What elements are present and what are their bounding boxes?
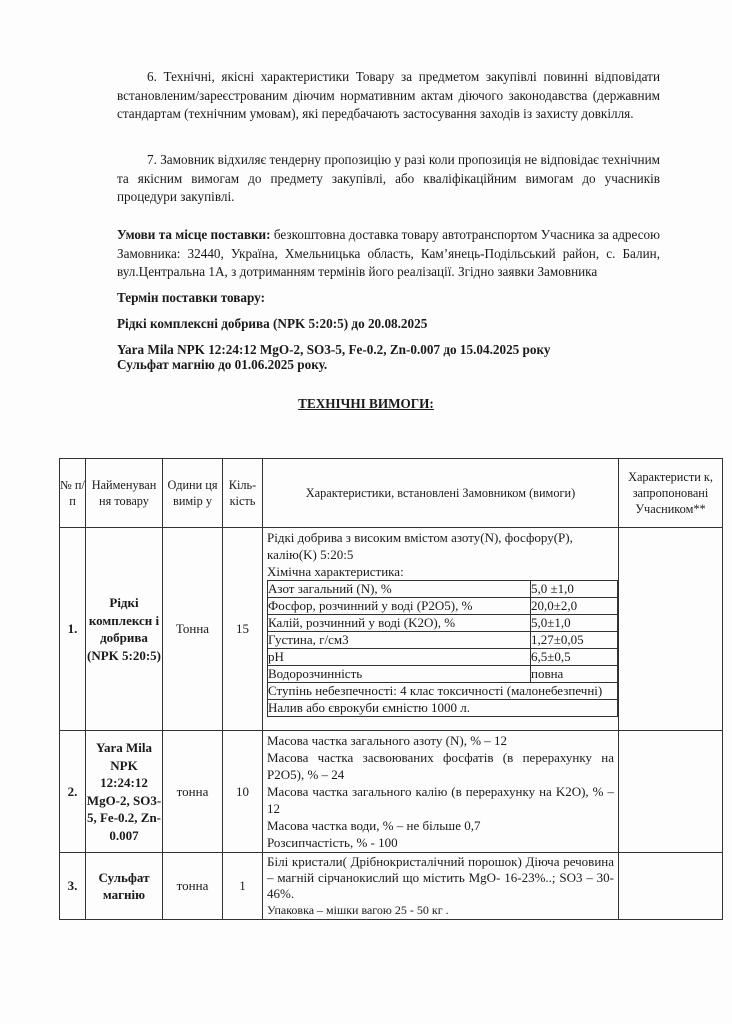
spec-value: 5,0±1,0 [531,615,618,632]
spec-value: повна [531,666,618,683]
req-chem-label: Хімічна характеристика: [267,564,404,579]
req-intro: Рідкі добрива з високим вмістом азоту(N), фосфору(P), калію(K) 5:20:5 [267,530,573,562]
row-offered[interactable] [619,731,723,853]
spec-row [268,700,618,717]
header-unit: Одини ця вимір у [163,459,223,528]
delivery-term-1: Рідкі комплексні добрива (NPK 5:20:5) до 20.08.2025 [117,316,428,331]
req-line: Масова частка засвоюваних фосфатів (в перерахунку на P2O5), % – 24 [267,750,614,782]
delivery-term-label: Термін поставки товару: [117,290,265,305]
chem-spec-table [267,580,618,717]
packaging: Налив або єврокуби ємністю 1000 л. [268,700,618,717]
spec-value: 5,0 ±1,0 [531,581,618,598]
spec-row [268,683,618,700]
spec-param: pH [268,649,531,666]
delivery-label: Умови та місце поставки: [117,227,271,242]
spec-value: 20,0±2,0 [531,598,618,615]
spec-row [268,598,618,615]
spec-param: Фосфор, розчинний у воді (P2O5), % [268,598,531,615]
row-unit: тонна [163,853,223,920]
spec-row [268,615,618,632]
row-unit: Тонна [163,528,223,731]
packaging: Упаковка – мішки вагою 25 - 50 кг . [267,903,449,917]
table-row [60,528,723,731]
req-line: Масова частка загального калію (в перерахунку на K2O), % – 12 [267,784,614,816]
spec-param: Густина, г/см3 [268,632,531,649]
spec-value: 6,5±0,5 [531,649,618,666]
row-num: 1. [60,528,86,731]
row-qty: 1 [223,853,263,920]
table-row [60,731,723,853]
requirements-table [59,458,723,920]
row-requirements [263,528,619,731]
row-qty: 10 [223,731,263,853]
delivery-term-2: Yara Mila NPK 12:24:12 MgO-2, SO3-5, Fe-0.2, Zn-0.007 до 15.04.2025 року [117,342,551,357]
delivery-conditions [117,226,660,282]
spec-param: Водорозчинність [268,666,531,683]
spec-row [268,581,618,598]
row-qty: 15 [223,528,263,731]
req-line: Масова частка води, % – не більше 0,7 [267,818,481,833]
spec-param: Азот загальний (N), % [268,581,531,598]
table-header-row [60,459,723,528]
paragraph-7: 7. Замовник відхиляє тендерну пропозицію у разі коли пропозиція не відповідає технічним та якісним вимогам до предмету закупівлі, або кваліфікаційним вимогам до учасників процедури закупівлі. [117,152,660,204]
row-name: Yara Mila NPK 12:24:12 MgO-2, SO3-5, Fe-0.2, Zn-0.007 [86,731,163,853]
spec-value: 1,27±0,05 [531,632,618,649]
header-offered: Характеристи к, запропоновані Учасником** [619,459,723,528]
row-num: 2. [60,731,86,853]
spec-row [268,632,618,649]
row-offered[interactable] [619,853,723,920]
header-num: № п/п [60,459,86,528]
delivery-text: безкоштовна доставка товару автотранспортом Учасника за адресою Замовника: 32440, Україна, Хмельницька область, Кам’янець-Подільський район, с. Балин, вул.Центральна 1А, з дотриманням термінів його реалізації. Згідно заявки Замовника [117,227,660,279]
spec-row [268,666,618,683]
header-qty: Кіль- кість [223,459,263,528]
header-requirements: Характеристики, встановлені Замовником (вимоги) [263,459,619,528]
paragraph-6: 6. Технічні, якісні характеристики Товару за предметом закупівлі повинні відповідати встановленим/зареєстрованим діючим нормативним актам діючого законодавства (державним стандартам (технічним умовам), які передбачають застосування заходів із захисту довкілля. [117,69,660,121]
spec-row [268,649,618,666]
req-line: Розсипчастість, % - 100 [267,835,398,850]
row-name: Рідкі комплексн і добрива (NPK 5:20:5) [86,528,163,731]
row-requirements [263,853,619,920]
delivery-term-3: Сульфат магнію до 01.06.2025 року. [117,357,328,372]
req-line: Масова частка загального азоту (N), % – 12 [267,733,508,748]
section-title: ТЕХНІЧНІ ВИМОГИ: [298,396,434,411]
row-name: Сульфат магнію [86,853,163,920]
spec-param: Калій, розчинний у воді (K2O), % [268,615,531,632]
row-num: 3. [60,853,86,920]
row-requirements [263,731,619,853]
row-offered[interactable] [619,528,723,731]
hazard-class: Ступінь небезпечності: 4 клас токсичності (малонебезпечні) [268,683,618,700]
header-name: Найменуван ня товару [86,459,163,528]
table-row [60,853,723,920]
row-unit: тонна [163,731,223,853]
req-text: Білі кристали( Дрібнокристалічний порошок) Діюча речовина – магній сірчанокислий що містить MgO- 16-23%..; SO3 – 30-46%. [267,854,614,901]
